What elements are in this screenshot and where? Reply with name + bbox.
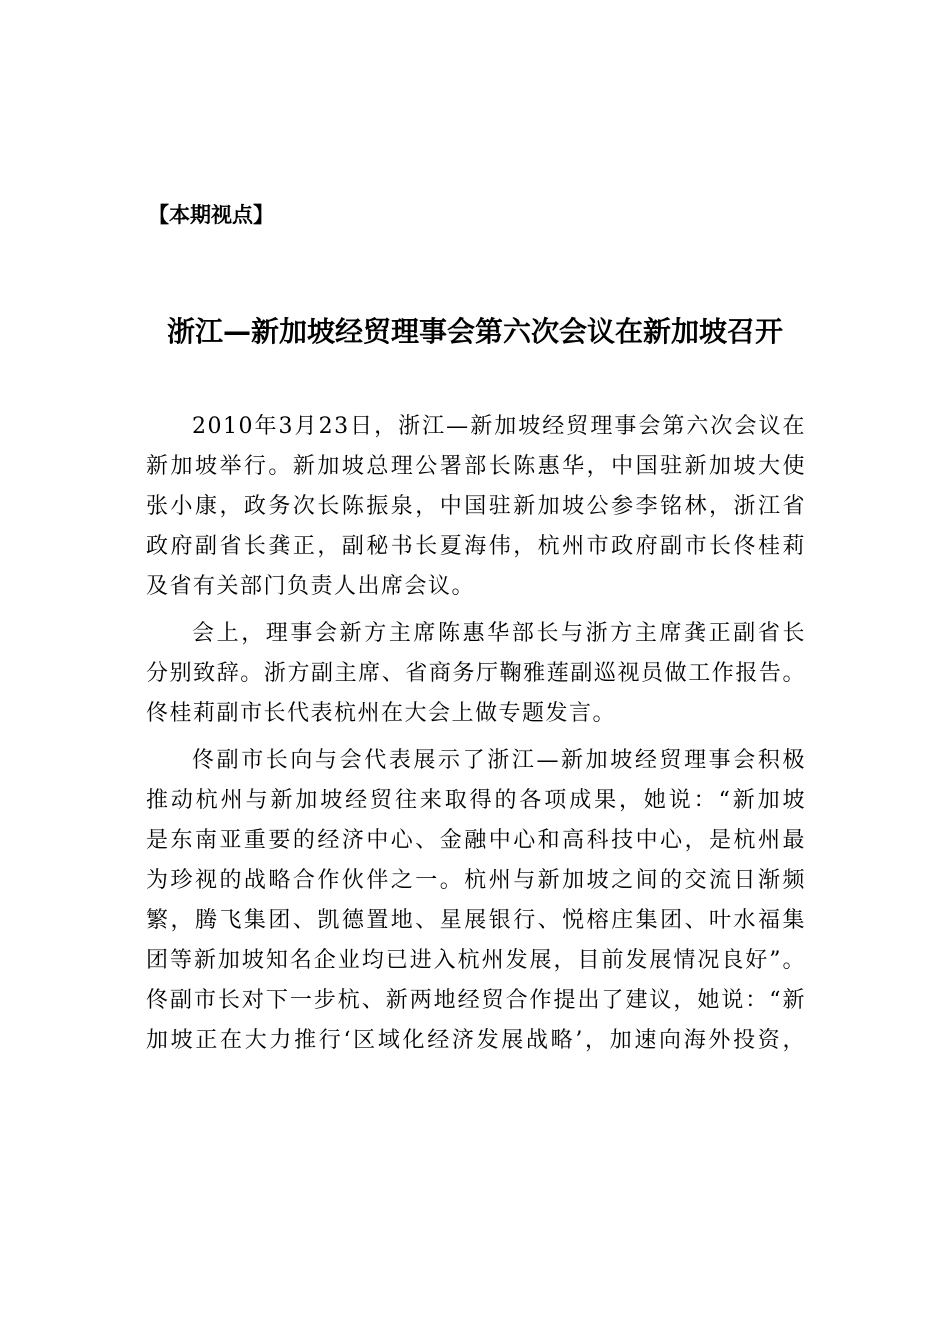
paragraph-gap bbox=[146, 607, 806, 614]
article-body bbox=[146, 407, 806, 1061]
text-line: 推动杭州与新加坡经贸往来取得的各项成果，她说：“新加坡 bbox=[146, 788, 806, 813]
text-line: 佟副市长对下一步杭、新两地经贸合作提出了建议，她说：“新 bbox=[146, 988, 806, 1013]
paragraph bbox=[146, 407, 806, 607]
text-line: 佟桂莉副市长代表杭州在大会上做专题发言。 bbox=[146, 701, 617, 726]
text-line: 繁，腾飞集团、凯德置地、星展银行、悦榕庄集团、叶水福集 bbox=[146, 908, 806, 933]
article-title: 浙江—新加坡经贸理事会第六次会议在新加坡召开 bbox=[166, 315, 783, 348]
text-line: 政府副省长龚正，副秘书长夏海伟，杭州市政府副市长佟桂莉 bbox=[146, 534, 806, 559]
text-line: 新加坡举行。新加坡总理公署部长陈惠华，中国驻新加坡大使 bbox=[146, 454, 806, 479]
paragraph bbox=[146, 741, 806, 1061]
text-line: 加坡正在大力推行‘区域化经济发展战略’，加速向海外投资， bbox=[146, 1028, 806, 1053]
text-line: 会上，理事会新方主席陈惠华部长与浙方主席龚正副省长 bbox=[192, 621, 806, 646]
text-line: 是东南亚重要的经济中心、金融中心和高科技中心，是杭州最 bbox=[146, 828, 806, 853]
paragraph bbox=[146, 614, 806, 734]
paragraph-gap bbox=[146, 734, 806, 741]
text-line: 张小康，政务次长陈振泉，中国驻新加坡公参李铭林，浙江省 bbox=[146, 494, 806, 519]
text-line: 为珍视的战略合作伙伴之一。杭州与新加坡之间的交流日渐频 bbox=[146, 868, 806, 893]
text-line: 佟副市长向与会代表展示了浙江—新加坡经贸理事会积极 bbox=[192, 748, 806, 773]
text-line: 2010年3月23日，浙江—新加坡经贸理事会第六次会议在 bbox=[192, 414, 806, 439]
section-tag: 【本期视点】 bbox=[148, 203, 274, 227]
text-line: 分别致辞。浙方副主席、省商务厅鞠雅莲副巡视员做工作报告。 bbox=[146, 661, 806, 686]
text-line: 团等新加坡知名企业均已进入杭州发展，目前发展情况良好”。 bbox=[146, 948, 806, 973]
text-line: 及省有关部门负责人出席会议。 bbox=[146, 574, 476, 599]
